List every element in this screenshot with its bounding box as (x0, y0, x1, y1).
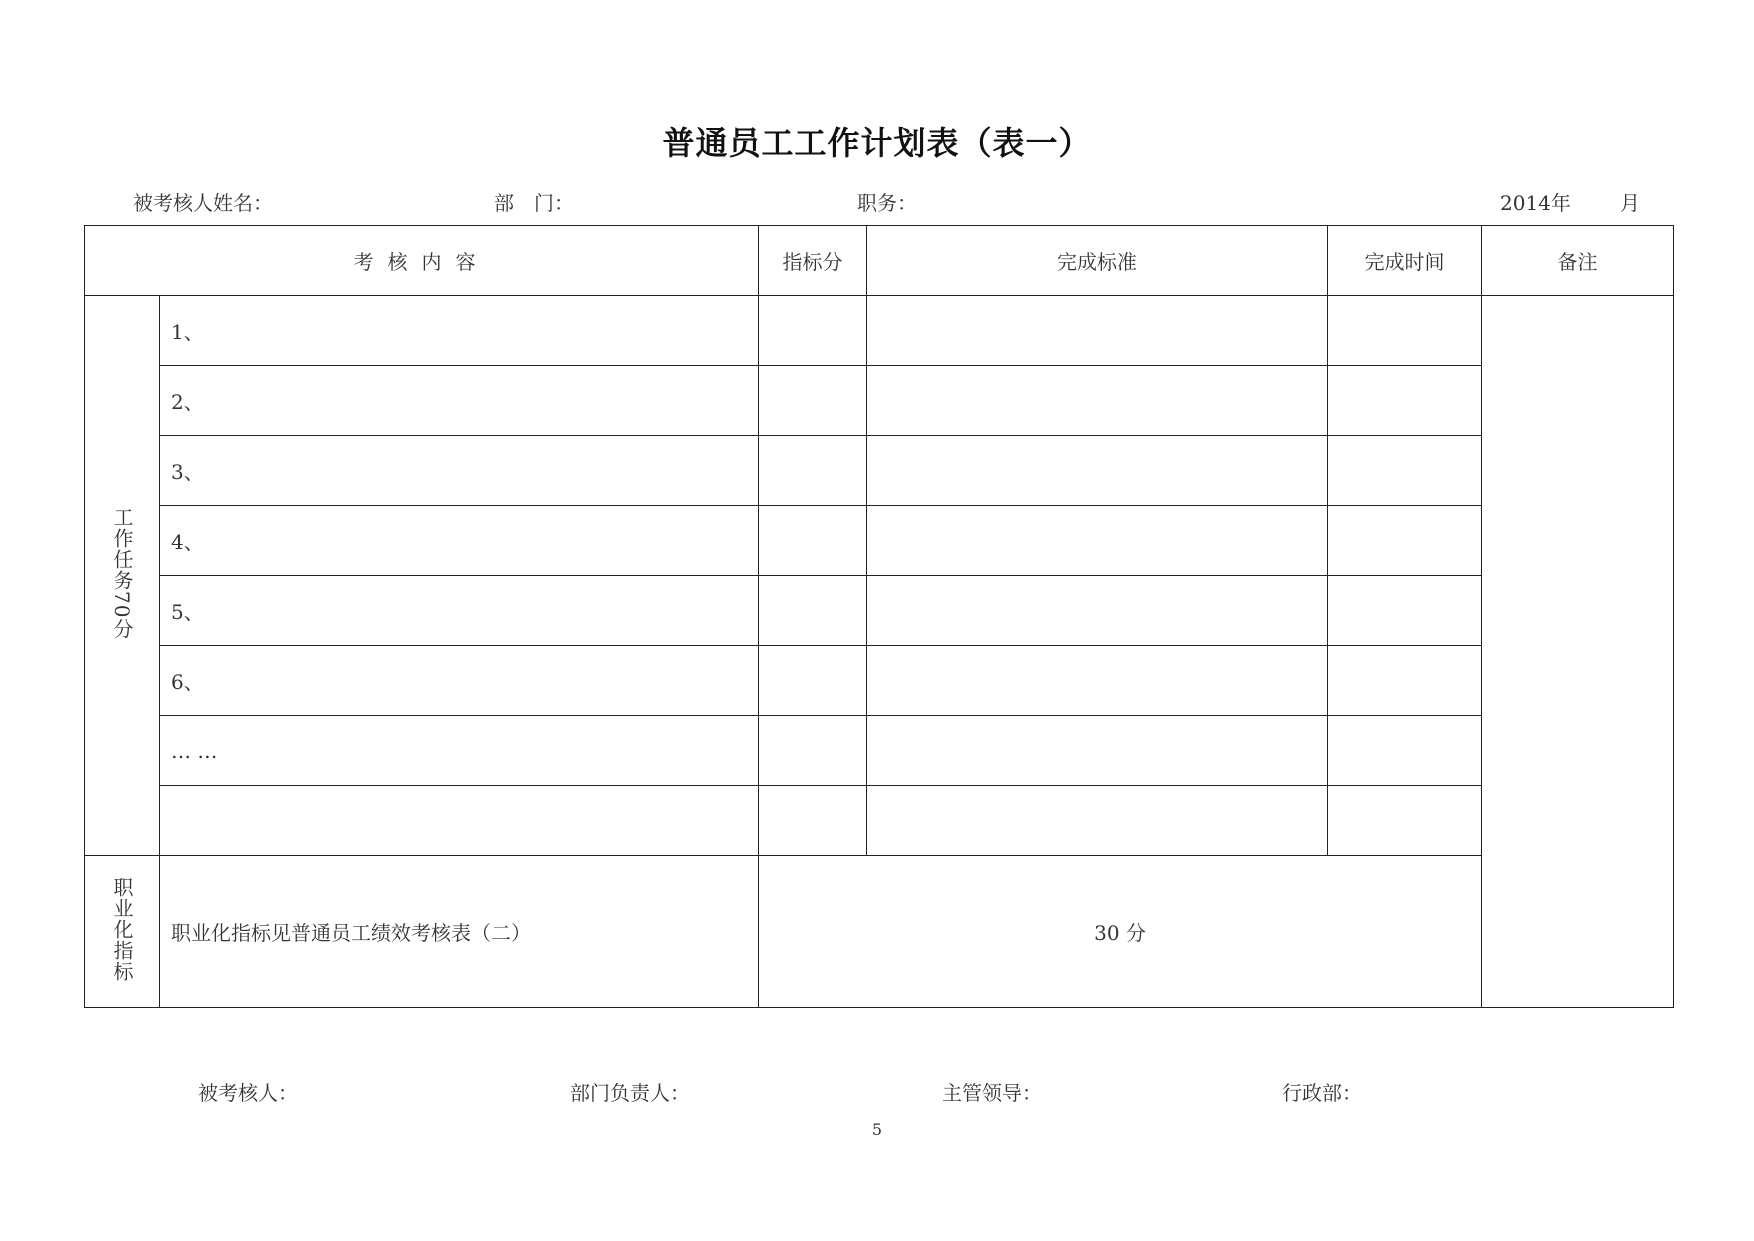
task-time-cell[interactable] (1328, 366, 1482, 436)
task-standard-cell[interactable] (867, 436, 1328, 506)
task-item[interactable] (160, 786, 759, 856)
task-time-cell[interactable] (1328, 646, 1482, 716)
task-item: 5、 (160, 576, 759, 646)
month-label: 月 (1620, 191, 1640, 215)
task-time-cell[interactable] (1328, 716, 1482, 786)
task-time-cell[interactable] (1328, 576, 1482, 646)
task-item: 4、 (160, 506, 759, 576)
table-header-row (85, 226, 1674, 296)
task-score-cell[interactable] (759, 436, 867, 506)
signature-supervisor: 主管领导： (942, 1081, 1042, 1105)
header-content: 考核内容 (85, 226, 759, 296)
work-task-section-label: 工作任务70分 (85, 296, 160, 856)
year-label: 2014年 (1500, 191, 1571, 215)
task-time-cell[interactable] (1328, 786, 1482, 856)
assessee-name-label: 被考核人姓名： (133, 191, 273, 215)
task-time-cell[interactable] (1328, 506, 1482, 576)
table-row (85, 506, 1674, 576)
signature-dept-head: 部门负责人： (570, 1081, 690, 1105)
position-label: 职务： (857, 191, 917, 215)
professional-row (85, 856, 1674, 1008)
remark-cell[interactable] (1482, 296, 1674, 1008)
table-row (85, 366, 1674, 436)
header-standard: 完成标准 (867, 226, 1328, 296)
header-remark: 备注 (1482, 226, 1674, 296)
department-label: 部 门： (494, 191, 574, 215)
table-row (85, 296, 1674, 366)
task-score-cell[interactable] (759, 716, 867, 786)
task-standard-cell[interactable] (867, 786, 1328, 856)
header-score: 指标分 (759, 226, 867, 296)
task-standard-cell[interactable] (867, 296, 1328, 366)
task-score-cell[interactable] (759, 646, 867, 716)
table-row (85, 436, 1674, 506)
task-standard-cell[interactable] (867, 716, 1328, 786)
task-time-cell[interactable] (1328, 436, 1482, 506)
task-time-cell[interactable] (1328, 296, 1482, 366)
task-standard-cell[interactable] (867, 576, 1328, 646)
task-score-cell[interactable] (759, 296, 867, 366)
task-item: … … (160, 716, 759, 786)
task-item: 6、 (160, 646, 759, 716)
task-score-cell[interactable] (759, 366, 867, 436)
table-row (85, 786, 1674, 856)
table-row (85, 576, 1674, 646)
task-item: 1、 (160, 296, 759, 366)
header-time: 完成时间 (1328, 226, 1482, 296)
table-row (85, 716, 1674, 786)
task-standard-cell[interactable] (867, 366, 1328, 436)
task-standard-cell[interactable] (867, 506, 1328, 576)
task-score-cell[interactable] (759, 786, 867, 856)
signature-admin: 行政部： (1282, 1081, 1362, 1105)
task-score-cell[interactable] (759, 506, 867, 576)
professional-section-label: 职业化指标 (85, 856, 160, 1008)
task-score-cell[interactable] (759, 576, 867, 646)
page-number: 5 (871, 1120, 883, 1139)
professional-description: 职业化指标见普通员工绩效考核表（二） (160, 856, 759, 1008)
document-title: 普通员工工作计划表（表一） (662, 124, 1092, 162)
task-item: 3、 (160, 436, 759, 506)
work-plan-table (84, 225, 1674, 1008)
table-row (85, 646, 1674, 716)
professional-score: 30 分 (759, 856, 1482, 1008)
task-item: 2、 (160, 366, 759, 436)
task-standard-cell[interactable] (867, 646, 1328, 716)
signature-assessee: 被考核人： (198, 1081, 298, 1105)
